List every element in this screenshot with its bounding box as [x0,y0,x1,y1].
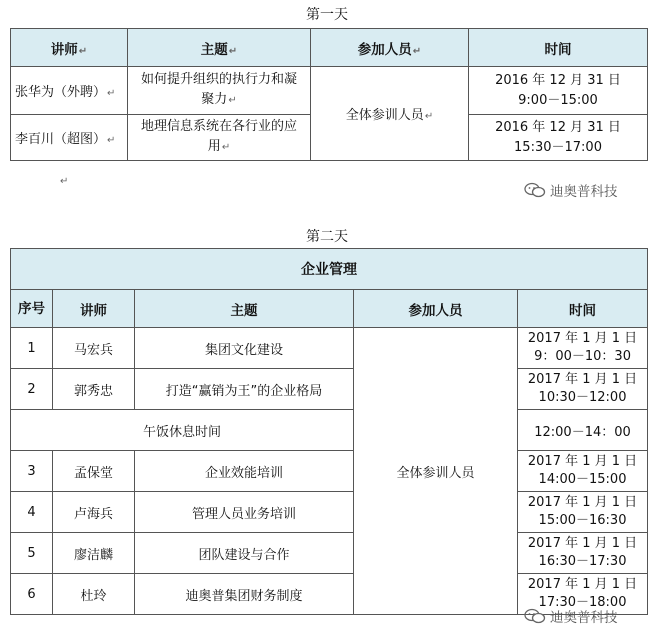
watermark: 迪奥普科技 [524,180,618,200]
time-text: 9:00－15:00 [518,92,598,108]
table-cell-speaker: 杜玲 [53,574,135,615]
header-speaker: 讲师 [53,290,135,328]
day2-title: 第二天 [306,229,348,245]
table-cell-no: 1 [11,328,53,369]
time-text: 14:00－15:00 [538,472,627,487]
table-cell-time [469,115,648,161]
table-cell-no: 5 [11,533,53,574]
table-cell-no: 2 [11,369,53,410]
lunch-time: 12:00－14：00 [518,410,648,451]
table-cell-no: 3 [11,451,53,492]
date-text: 2017 年 1 月 1 日 [527,331,638,346]
table-cell-topic: 打造“赢销为王”的企业格局 [135,369,354,410]
header-time: 时间 [469,29,648,67]
table-cell-no: 4 [11,492,53,533]
table-cell-attendees: 全体参训人员↵ [311,67,469,161]
watermark: 迪奥普科技 [524,606,618,626]
section-header: 企业管理 [11,249,648,290]
table-cell-time [518,369,648,410]
day2-schedule-table [10,248,648,615]
table-cell-topic: 如何提升组织的执行力和凝聚力↵ [128,67,311,115]
wechat-logo-icon [524,182,546,198]
table-cell-topic: 管理人员业务培训 [135,492,354,533]
header-no: 序号 [11,290,53,328]
table-cell-speaker: 马宏兵 [53,328,135,369]
day1-schedule-table [10,28,648,161]
table-cell-topic: 集团文化建设 [135,328,354,369]
date-text: 2017 年 1 月 1 日 [527,577,638,592]
date-text: 2017 年 1 月 1 日 [527,495,638,510]
table-cell-topic: 迪奥普集团财务制度 [135,574,354,615]
table-cell-time [518,451,648,492]
bullet-mark [11,41,12,45]
date-text: 2017 年 1 月 1 日 [527,536,638,551]
date-text: 2016 年 12 月 31 日 [495,72,621,88]
table-cell-speaker: 张华为（外聘）↵ [11,67,128,115]
table-cell-time [518,533,648,574]
table-cell-time [518,328,648,369]
time-text: 15:30－17:00 [514,139,602,155]
time-text: 15:00－16:30 [538,513,627,528]
lunch-label: 午饭休息时间 [11,410,354,451]
table-cell-attendees: 全体参训人员 [354,328,518,615]
time-text: 9：00－10：30 [534,349,631,364]
date-text: 2016 年 12 月 31 日 [495,119,621,135]
table-cell-speaker: 郭秀忠 [53,369,135,410]
header-attendees: 参加人员↵ [311,29,469,67]
date-text: 2017 年 1 月 1 日 [527,454,638,469]
paragraph-mark: ↵ [60,176,69,187]
time-text: 16:30－17:30 [538,554,627,569]
table-cell-time [469,67,648,115]
time-text: 17:30－18:00 [538,595,627,610]
table-cell-topic: 企业效能培训 [135,451,354,492]
table-cell-no: 6 [11,574,53,615]
table-cell-topic: 团队建设与合作 [135,533,354,574]
header-speaker: 讲师↵ [11,29,128,67]
time-text: 10:30－12:00 [538,390,627,405]
header-attendees: 参加人员 [354,290,518,328]
header-topic: 主题 [135,290,354,328]
table-cell-speaker: 孟保堂 [53,451,135,492]
date-text: 2017 年 1 月 1 日 [527,372,638,387]
header-time: 时间 [518,290,648,328]
table-cell-speaker: 廖洁麟 [53,533,135,574]
header-topic: 主题↵ [128,29,311,67]
table-cell-speaker: 卢海兵 [53,492,135,533]
table-cell-time [518,492,648,533]
day1-title: 第一天 [306,7,348,23]
wechat-logo-icon [524,608,546,624]
table-cell-topic: 地理信息系统在各行业的应用↵ [128,115,311,161]
table-cell-speaker: 李百川（超图）↵ [11,115,128,161]
